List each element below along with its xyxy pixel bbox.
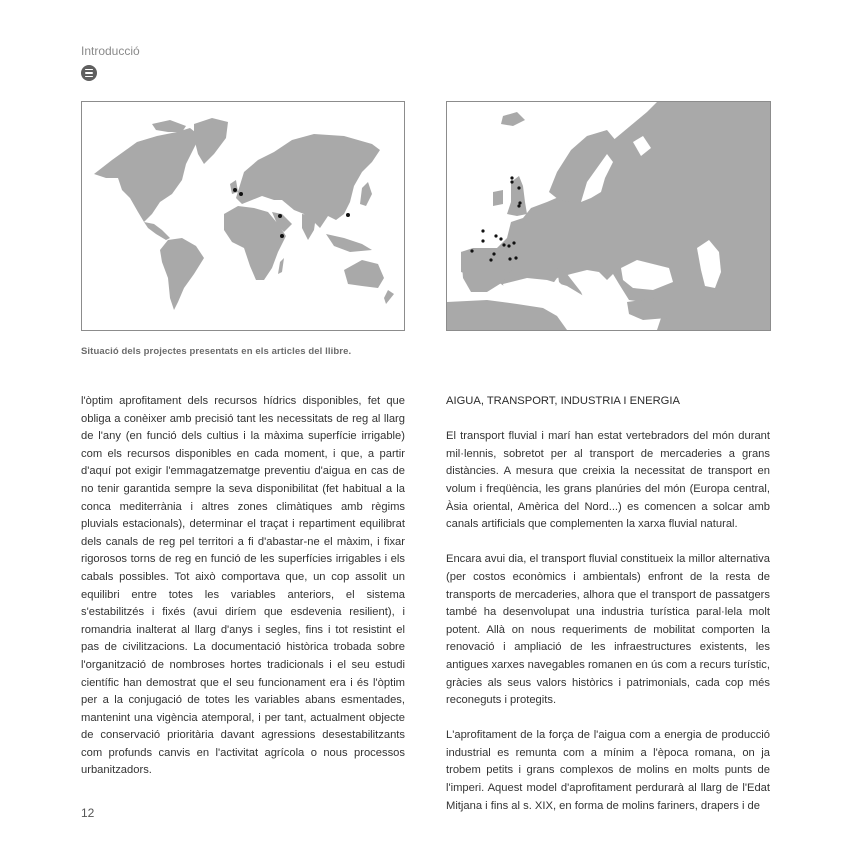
- iceland: [501, 112, 525, 126]
- india: [302, 214, 316, 240]
- left-column: [81, 393, 405, 798]
- uk: [230, 180, 238, 194]
- new-zealand: [384, 290, 394, 304]
- marker-uk: [233, 188, 237, 192]
- marker: [508, 257, 511, 260]
- marker-china: [346, 213, 350, 217]
- south-america: [160, 238, 204, 310]
- paragraph: El transport fluvial i marí han estat vertebradors del món durant mil·lennis, sobretot per al transport de mercaderies a grans distàncies. A mesura que creixia la necessitat de transport en volum i freqüència, les grans planúries del món (Europa central, Àsia oriental, Amèrica del Nord...) es comencen a solcar amb canals artificials que complementen la xarxa fluvial natural.: [446, 430, 770, 531]
- paragraph: l'òptim aprofitament dels recursos hídrics disponibles, fet que obliga a conèixer amb precisió tant les necessitats de reg al llarg de l'any (en funció dels cultius i la màxima superfície irrigable) com els recursos disponibles en cada moment, i que, a partir d'aquí pot exigir l'emmagatzematge preventiu d'aigua en cas de no tenir garantida sempre la seva disponibilitat (fet habitual a la conca mediterrània i altres zones climàtiques amb règims pluvials estacionals), determinar el traçat i repartiment equilibrat dels canals de reg pel territori a fi d'abastar-ne el màxim, i fixar rigorosos torns de reg en funció de les superfícies irrigables i els cabals possibles. Tot això comportava que, un cop assolit un equilibri entre totes les variables anteriors, el sistema s'estabilitzés i fixés (avui diríem que esdevenia resilient), i romandria inalterat al llarg d'anys i segles, fins i tot resistint el pas de civilitzacions. La documentació històrica trobada sobre l'organització de nombroses hortes tradicionals i el seu estudi científic han demostrat que el seu funcionament era i és l'òptim per a la conjugació de totes les variables abans esmentades, mantenint una vigència atemporal, i per tant, actualment objecte de conservació prioritària davant agressions desestabilitzants com profunds canvis en l'activitat agrícola o nous processos urbanitzadors.: [81, 395, 405, 777]
- greenland: [194, 118, 228, 164]
- australia: [344, 260, 384, 288]
- marker: [481, 229, 484, 232]
- marker: [507, 244, 510, 247]
- paragraph: Encara avui dia, el transport fluvial constitueix la millor alternativa (per costos econòmics i ambientals) enfront de la resta de transports de mercaderies, alhora que el transport de passatgers també ha desenvolupat una industria turística paral·lela molt potent. Allà on nous requeriments de mobilitat comporten la renovació i ampliació de les infraestructures existents, les antigues xarxes navegables romanen en ús com a recurs turístic, gràcies als seus valors històrics i patrimonials, cada cop més reconeguts i protegits.: [446, 553, 770, 707]
- marker: [470, 249, 473, 252]
- arctic-islands: [152, 120, 186, 132]
- great-britain: [507, 176, 527, 216]
- europe-map-graphic: [447, 102, 770, 330]
- marker: [517, 204, 520, 207]
- europe-map: [446, 101, 771, 331]
- north-america: [94, 128, 200, 222]
- marker-somalia: [280, 234, 284, 238]
- section-heading: AIGUA, TRANSPORT, INDUSTRIA I ENERGIA: [446, 395, 680, 407]
- world-map-graphic: [82, 102, 404, 330]
- marker: [512, 241, 515, 244]
- marker: [510, 176, 513, 179]
- world-map: [81, 101, 405, 331]
- marker: [510, 180, 513, 183]
- page-number: 12: [81, 806, 95, 820]
- ireland: [493, 190, 503, 206]
- menu-icon[interactable]: [81, 65, 97, 81]
- marker: [499, 237, 502, 240]
- central-america: [144, 222, 170, 240]
- marker-belgium: [239, 192, 243, 196]
- marker: [502, 243, 505, 246]
- figure-caption: Situació dels projectes presentats en els articles del llibre.: [81, 346, 352, 357]
- section-label: Introducció: [81, 44, 140, 58]
- marker-iran: [278, 214, 282, 218]
- madagascar: [278, 258, 284, 274]
- marker: [518, 201, 521, 204]
- marker: [514, 256, 517, 259]
- southeast-asia: [326, 234, 372, 252]
- paragraph: L'aprofitament de la força de l'aigua com a energia de producció industrial es remunta com a mínim a l'època romana, on ja trobem petits i grans complexos de molins en molts punts de l'imperi. Aquest model d'aprofitament perdurarà al llarg de l'Edat Mitjana i fins al s. XIX, en forma de molins fariners, drapers i de: [446, 729, 770, 812]
- right-column: [446, 393, 770, 833]
- marker: [517, 186, 520, 189]
- marker: [494, 234, 497, 237]
- japan: [360, 182, 372, 206]
- europe-landmasses: [447, 102, 770, 330]
- marker: [489, 258, 492, 261]
- marker: [492, 252, 495, 255]
- marker: [481, 239, 484, 242]
